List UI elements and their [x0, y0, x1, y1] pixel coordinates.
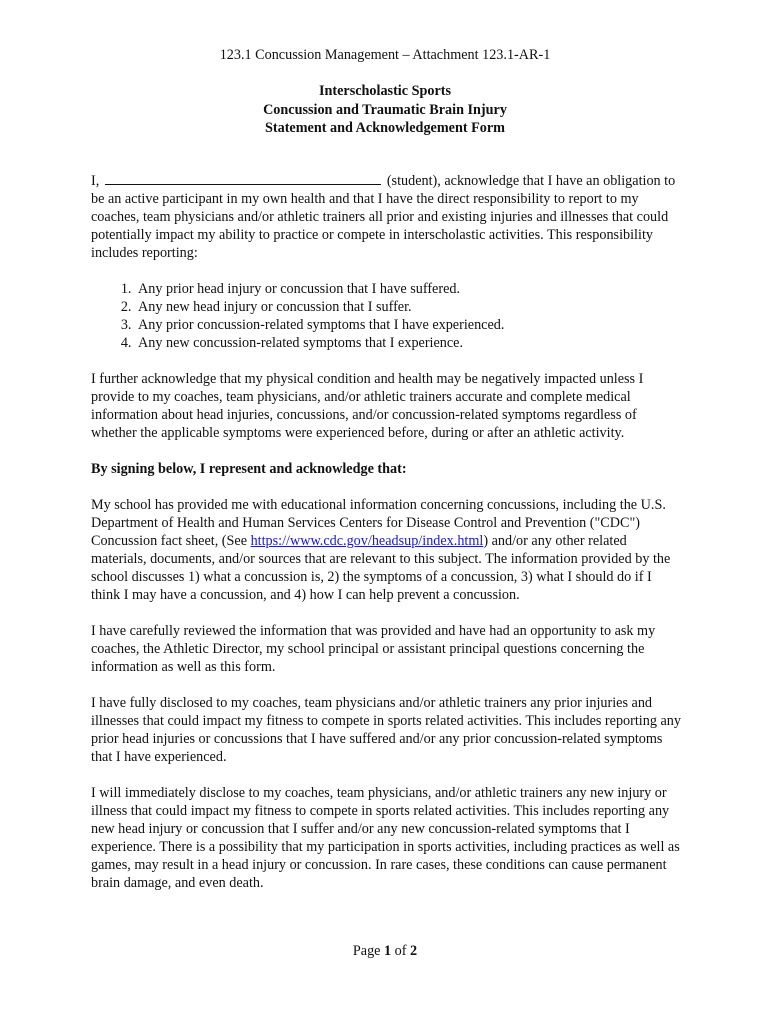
reporting-list — [91, 280, 683, 352]
document-body — [91, 172, 683, 910]
title-line-1: Interscholastic Sports — [318, 83, 452, 99]
page-footer — [0, 943, 770, 960]
intro-prefix: I, — [91, 173, 100, 189]
disclosed-paragraph: I have fully disclosed to my coaches, team physicians and/or athletic trainers any prior injuries and illnesses that could impact my fitness to compete in sports related activities. This includes reporting any prior head injuries or concussions that I have suffered and/or any prior concussion-related symptoms that I have experienced. — [91, 695, 681, 765]
document-title-block — [0, 82, 770, 138]
list-item: 1. Any prior head injury or concussion that I have suffered. — [135, 280, 683, 298]
further-acknowledge-paragraph: I further acknowledge that my physical condition and health may be negatively impacted unless I provide to my coaches, team physicians, and/or athletic trainers accurate and complete medical information about head injuries, concussions, and/or concussion-related symptoms regardless of whether the applicable symptoms were experienced before, during or after an athletic activity. — [91, 371, 644, 441]
of-word: of — [394, 943, 407, 959]
list-item: 3. Any prior concussion-related symptoms that I have experienced. — [135, 316, 683, 334]
school-info-text-before: My school has provided me with educational information concerning concussions, including the U.S. Department of Health and Human Services Centers for Disease Control and Prevention ("CDC") Concussion fact sheet, (See — [91, 497, 666, 549]
total-pages-number: 2 — [410, 943, 418, 959]
immediate-disclosure-paragraph: I will immediately disclose to my coaches, team physicians, and/or athletic trainers any new injury or illness that could impact my fitness to compete in sports related activities. This includes reporting any new head injury or concussion that I suffer and/or any new concussion-related symptoms that I experience. There is a possibility that my participation in sports activities, including practices as well as games, may result in a head injury or concussion. In rare cases, these conditions can cause permanent brain damage, and even death. — [91, 785, 680, 891]
page-word: Page — [352, 943, 381, 959]
cdc-headsup-link[interactable]: https://www.cdc.gov/headsup/index.html — [250, 533, 484, 549]
list-item: 4. Any new concussion-related symptoms that I experience. — [135, 334, 683, 352]
list-item: 2. Any new head injury or concussion that I suffer. — [135, 298, 683, 316]
document-header: 123.1 Concussion Management – Attachment 123.1-AR-1 — [219, 47, 551, 63]
reviewed-paragraph: I have carefully reviewed the information that was provided and have had an opportunity to ask my coaches, the Athletic Director, my school principal or assistant principal questions concerning the information as well as this form. — [91, 623, 656, 675]
school-info-paragraph — [91, 496, 683, 604]
student-name-blank[interactable] — [105, 172, 381, 185]
school-info-text-after: ) and/or any other related materials, documents, and/or sources that are relevant to this subject. The information provided by the school discusses 1) what a concussion is, 2) the symptoms of a concussion, 3) what I should do if I think I may have a concussion, and 4) how I can help prevent a concussion. — [91, 533, 671, 603]
intro-paragraph — [91, 172, 683, 262]
title-line-2: Concussion and Traumatic Brain Injury — [263, 101, 507, 118]
signing-heading: By signing below, I represent and acknowledge that: — [91, 461, 407, 477]
intro-text: (student), acknowledge that I have an obligation to be an active participant in my own health and that I have the direct responsibility to report to my coaches, team physicians and/or athletic trainers all prior and existing injuries and illnesses that could potentially impact my ability to practice or compete in interscholastic activities. This responsibility includes reporting: — [91, 173, 676, 261]
title-line-3: Statement and Acknowledgement Form — [265, 120, 505, 136]
current-page-number: 1 — [384, 943, 392, 959]
